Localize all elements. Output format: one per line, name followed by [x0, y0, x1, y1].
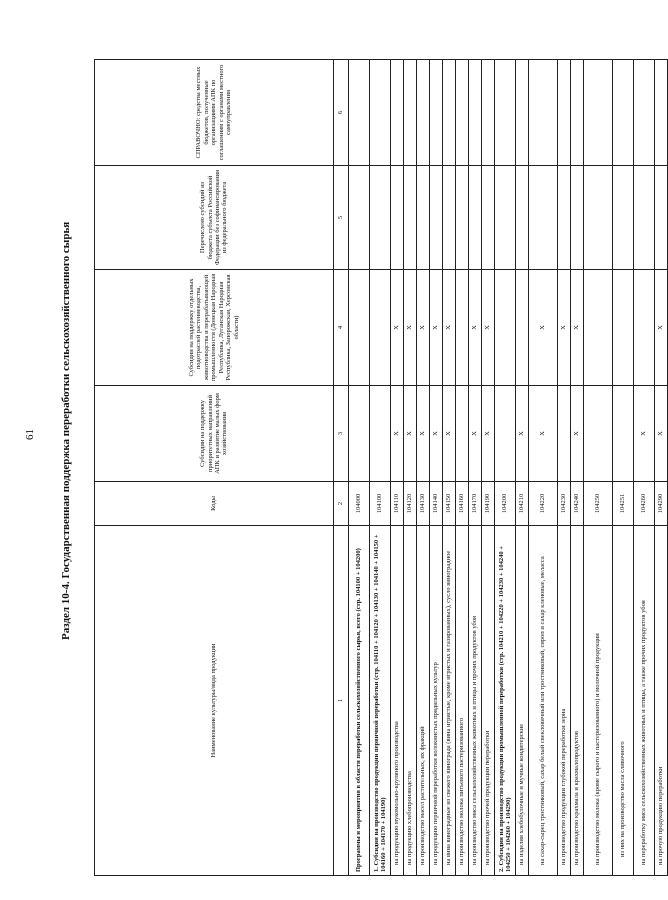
regional-budget-cell[interactable] — [391, 166, 404, 270]
page-title: Раздел 10-4. Государственная поддержка переработки сельскохозяйственного сырья — [60, 221, 72, 640]
priority-subsidies-cell[interactable]: X — [529, 386, 558, 482]
table-row — [529, 60, 558, 876]
column-numbers-row — [334, 60, 349, 876]
priority-subsidies-cell[interactable]: X — [443, 386, 456, 482]
row-name-cell: на продукцию первичной переработки волокнистых прядильных культур — [430, 526, 443, 876]
column-number: 4 — [334, 270, 349, 386]
priority-subsidies-cell[interactable]: X — [417, 386, 430, 482]
regional-budget-cell[interactable] — [430, 166, 443, 270]
local-budgets-cell[interactable] — [516, 60, 529, 166]
row-code-cell: 104260 — [634, 482, 655, 526]
row-name-cell: на производство масел растительных, их фракций — [417, 526, 430, 876]
header-local-budgets: СПРАВОЧНО: средства местных бюджетов, полученные организациями АПК по соглашениям с органами местного самоуправления — [95, 60, 334, 166]
subsector-subsidies-cell[interactable]: X — [482, 270, 495, 386]
priority-subsidies-cell[interactable]: X — [571, 386, 584, 482]
row-code-cell: 104230 — [558, 482, 571, 526]
row-name-cell: Программы и мероприятия в области переработки сельскохозяйственного сырья, всего (стр. 104100 + 104200) — [349, 526, 370, 876]
row-code-cell: 104251 — [613, 482, 634, 526]
priority-subsidies-cell[interactable]: X — [655, 386, 668, 482]
row-name-cell: из них на производство масла сливочного — [613, 526, 634, 876]
column-number: 6 — [334, 60, 349, 166]
regional-budget-cell[interactable] — [370, 166, 391, 270]
regional-budget-cell[interactable] — [584, 166, 613, 270]
row-code-cell: 104000 — [349, 482, 370, 526]
subsector-subsidies-cell[interactable]: X — [529, 270, 558, 386]
row-code-cell: 104250 — [584, 482, 613, 526]
local-budgets-cell[interactable] — [634, 60, 655, 166]
row-name-cell: на производство молока питьевого пастеризованного — [456, 526, 469, 876]
subsector-subsidies-cell[interactable] — [613, 270, 634, 386]
table-row — [430, 60, 443, 876]
priority-subsidies-cell[interactable] — [584, 386, 613, 482]
row-code-cell: 104170 — [469, 482, 482, 526]
priority-subsidies-cell[interactable] — [613, 386, 634, 482]
table-row — [634, 60, 655, 876]
row-name-cell: на производство крахмала и крахмалопродуктов — [571, 526, 584, 876]
regional-budget-cell[interactable] — [516, 166, 529, 270]
regional-budget-cell[interactable] — [571, 166, 584, 270]
regional-budget-cell[interactable] — [469, 166, 482, 270]
regional-budget-cell[interactable] — [495, 166, 516, 270]
subsector-subsidies-cell[interactable]: X — [571, 270, 584, 386]
subsector-subsidies-cell[interactable] — [516, 270, 529, 386]
subsector-subsidies-cell[interactable] — [495, 270, 516, 386]
row-name-cell: 1. Субсидии на производство продукции первичной переработки (стр. 104110 + 104120 + 104130 + 104140 + 104150 + 104160 + 104170 + 104190) — [370, 526, 391, 876]
table-row — [443, 60, 456, 876]
table-row — [613, 60, 634, 876]
row-code-cell: 104150 — [443, 482, 456, 526]
regional-budget-cell[interactable] — [634, 166, 655, 270]
regional-budget-cell[interactable] — [558, 166, 571, 270]
page-number: 61 — [24, 429, 36, 440]
subsector-subsidies-cell[interactable] — [456, 270, 469, 386]
row-name-cell: на продукцию хлебопроизводства — [404, 526, 417, 876]
subsector-subsidies-cell[interactable]: X — [404, 270, 417, 386]
row-code-cell: 104100 — [370, 482, 391, 526]
row-name-cell: на производство мяса сельскохозяйственных животных и птицы и прочих продуктов убоя — [469, 526, 482, 876]
row-name-cell: на изделия хлебобулочные и мучные кондитерские — [516, 526, 529, 876]
row-code-cell: 104160 — [456, 482, 469, 526]
table-body — [349, 60, 668, 876]
row-code-cell: 104220 — [529, 482, 558, 526]
regional-budget-cell[interactable] — [529, 166, 558, 270]
priority-subsidies-cell[interactable] — [495, 386, 516, 482]
priority-subsidies-cell[interactable] — [349, 386, 370, 482]
local-budgets-cell[interactable] — [655, 60, 668, 166]
subsector-subsidies-cell[interactable]: X — [430, 270, 443, 386]
priority-subsidies-cell[interactable]: X — [469, 386, 482, 482]
table-row — [417, 60, 430, 876]
row-name-cell: на продукцию мукомольно-крупяного производства — [391, 526, 404, 876]
subsector-subsidies-cell[interactable]: X — [417, 270, 430, 386]
priority-subsidies-cell[interactable]: X — [482, 386, 495, 482]
table-row — [469, 60, 482, 876]
row-name-cell: 2. Субсидии на производство продукции промышленной переработки (стр. 104210 + 104220 + 104230 + 104240 + 104250 + 104260 + 104290) — [495, 526, 516, 876]
row-name-cell: на сахар-сырец тростниковый, сахар белый свекловичный или тростниковый, сироп и сахар кленовые, меласса — [529, 526, 558, 876]
row-code-cell: 104190 — [482, 482, 495, 526]
priority-subsidies-cell[interactable]: X — [634, 386, 655, 482]
local-budgets-cell[interactable] — [417, 60, 430, 166]
header-subsector-subsidies: Субсидии на поддержку отдельных подотраслей растениеводства, животноводства и перерабатывающей промышленности (Донецкая Народная Республика, Луганская Народная Республика, Запорожская, Херсонская области) — [95, 270, 334, 386]
subsector-subsidies-cell[interactable]: X — [391, 270, 404, 386]
local-budgets-cell[interactable] — [529, 60, 558, 166]
local-budgets-cell[interactable] — [571, 60, 584, 166]
column-number: 1 — [334, 526, 349, 876]
table-row — [584, 60, 613, 876]
table-row — [404, 60, 417, 876]
header-name: Наименование культуры/вида продукции — [95, 526, 334, 876]
header-row — [95, 60, 334, 876]
row-code-cell: 104140 — [430, 482, 443, 526]
row-code-cell: 104130 — [417, 482, 430, 526]
regional-budget-cell[interactable] — [417, 166, 430, 270]
local-budgets-cell[interactable] — [443, 60, 456, 166]
rotated-table-wrapper — [94, 60, 665, 876]
column-number: 2 — [334, 482, 349, 526]
local-budgets-cell[interactable] — [584, 60, 613, 166]
regional-budget-cell[interactable] — [482, 166, 495, 270]
row-name-cell: на вина виноградные из свежего винограда (вина игристые, кроме игристых и газированных), сусло виноградное — [443, 526, 456, 876]
column-number: 3 — [334, 386, 349, 482]
subsector-subsidies-cell[interactable]: X — [558, 270, 571, 386]
local-budgets-cell[interactable] — [456, 60, 469, 166]
table-row — [571, 60, 584, 876]
table-row — [495, 60, 516, 876]
local-budgets-cell[interactable] — [613, 60, 634, 166]
priority-subsidies-cell[interactable]: X — [430, 386, 443, 482]
row-code-cell: 104240 — [571, 482, 584, 526]
priority-subsidies-cell[interactable] — [558, 386, 571, 482]
table-row — [456, 60, 469, 876]
priority-subsidies-cell[interactable] — [370, 386, 391, 482]
row-code-cell: 104290 — [655, 482, 668, 526]
subsector-subsidies-cell[interactable]: X — [655, 270, 668, 386]
local-budgets-cell[interactable] — [404, 60, 417, 166]
regional-budget-cell[interactable] — [456, 166, 469, 270]
row-code-cell: 104200 — [495, 482, 516, 526]
table-row — [558, 60, 571, 876]
subsector-subsidies-cell[interactable]: X — [469, 270, 482, 386]
local-budgets-cell[interactable] — [391, 60, 404, 166]
priority-subsidies-cell[interactable]: X — [404, 386, 417, 482]
regional-budget-cell[interactable] — [613, 166, 634, 270]
priority-subsidies-cell[interactable]: X — [516, 386, 529, 482]
table-row — [482, 60, 495, 876]
header-regional-budget: Перечислено субсидий из бюджета субъекта Российской Федерации без софинансирования из федерального бюджета — [95, 166, 334, 270]
row-code-cell: 104210 — [516, 482, 529, 526]
priority-subsidies-cell[interactable]: X — [391, 386, 404, 482]
regional-budget-cell[interactable] — [404, 166, 417, 270]
column-number: 5 — [334, 166, 349, 270]
row-name-cell: на переработку мяса сельскохозяйственных животных и птицы, а также прочих продуктов убоя — [634, 526, 655, 876]
local-budgets-cell[interactable] — [482, 60, 495, 166]
local-budgets-cell[interactable] — [370, 60, 391, 166]
table-row — [349, 60, 370, 876]
subsector-subsidies-cell[interactable] — [584, 270, 613, 386]
table-row — [655, 60, 668, 876]
regional-budget-cell[interactable] — [443, 166, 456, 270]
local-budgets-cell[interactable] — [349, 60, 370, 166]
row-code-cell: 104120 — [404, 482, 417, 526]
local-budgets-cell[interactable] — [495, 60, 516, 166]
subsector-subsidies-cell[interactable] — [349, 270, 370, 386]
table-row — [391, 60, 404, 876]
priority-subsidies-cell[interactable] — [456, 386, 469, 482]
header-priority-subsidies: Субсидии на поддержку приоритетных направлений АПК и развитие малых форм хозяйствования — [95, 386, 334, 482]
header-codes: Коды — [95, 482, 334, 526]
subsector-subsidies-cell[interactable] — [370, 270, 391, 386]
table-row — [370, 60, 391, 876]
row-code-cell: 104110 — [391, 482, 404, 526]
table-row — [516, 60, 529, 876]
row-name-cell: на производство молока (кроме сырого и пастеризованного) и молочной продукции — [584, 526, 613, 876]
local-budgets-cell[interactable] — [558, 60, 571, 166]
local-budgets-cell[interactable] — [469, 60, 482, 166]
row-name-cell: на производство прочей продукции переработки — [482, 526, 495, 876]
regional-budget-cell[interactable] — [655, 166, 668, 270]
row-name-cell: на производство продукции глубокой переработки зерна — [558, 526, 571, 876]
subsidy-table — [94, 59, 668, 876]
subsector-subsidies-cell[interactable]: X — [443, 270, 456, 386]
subsector-subsidies-cell[interactable] — [634, 270, 655, 386]
local-budgets-cell[interactable] — [430, 60, 443, 166]
regional-budget-cell[interactable] — [349, 166, 370, 270]
row-name-cell: на прочую продукцию переработки — [655, 526, 668, 876]
